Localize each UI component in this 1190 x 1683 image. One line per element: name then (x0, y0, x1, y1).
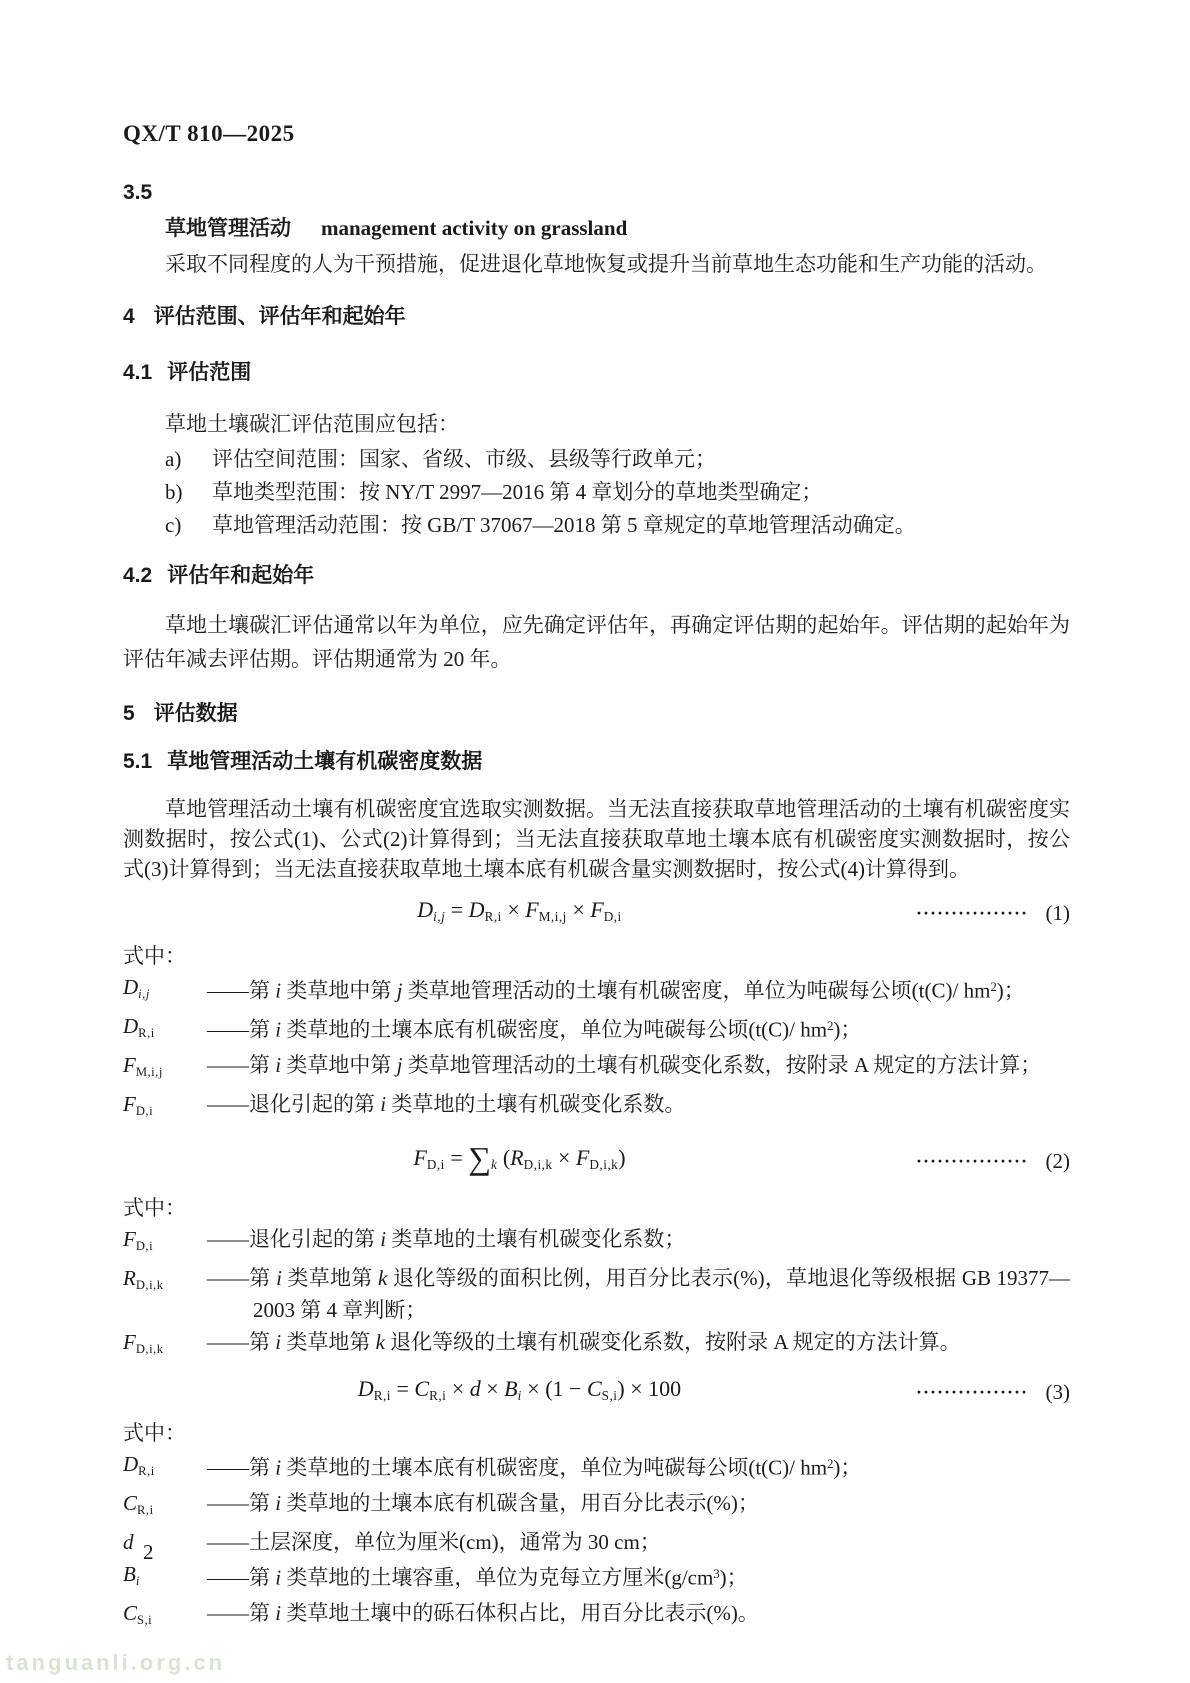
symbol-F-Dik: FD,i,k (123, 1329, 164, 1356)
scope-intro: 草地土壤碳汇评估范围应包括： (165, 412, 459, 436)
formula-2-expression: FD,i = ∑k (RD,i,k × FD,i,k) (413, 1141, 626, 1177)
symbol-C-Ri: CR,i (123, 1490, 154, 1517)
where-row (123, 971, 1070, 1010)
section-4-1-number: 4.1 (123, 361, 153, 384)
symbol-D-Ri-description: ——第 i 类草地的土壤本底有机碳密度，单位为吨碳每公顷(t(C)/ $hm^2$)； (207, 1455, 862, 1480)
symbol-R-Dik-description: ——第 i 类草地第 k 退化等级的面积比例，用百分比表示(%)，草地退化等级根据 GB 19377—2003 第 4 章判断； (207, 1265, 1071, 1322)
where-label-1: 式中： (123, 944, 186, 969)
section-4-2-body: 草地土壤碳汇评估通常以年为单位，应先确定评估年，再确定评估期的起始年。评估期的起始年为评估年减去评估期。评估期通常为 20 年。 (123, 613, 1070, 671)
scope-item-c-label: c) (165, 513, 182, 537)
section-4-2-number: 4.2 (123, 564, 153, 587)
formula-2 (123, 1135, 1070, 1188)
section-4-2-title: 评估年和起始年 (167, 564, 315, 587)
watermark: tanguanli.org.cn (6, 1650, 226, 1675)
section-4-number: 4 (123, 305, 135, 328)
where-row (123, 1010, 1070, 1049)
formula-1-expression: Di,j = DR,i × FM,i,j × FD,i (417, 897, 622, 925)
formula-2-number: (2) (1045, 1149, 1070, 1174)
symbol-C-Ri-description: ——第 i 类草地的土壤本底有机碳含量，用百分比表示(%)； (207, 1490, 759, 1515)
formula-3-number: (3) (1045, 1379, 1070, 1404)
symbol-D-Ri: DR,i (123, 1451, 155, 1478)
where-row (123, 1597, 1070, 1636)
scope-item-a (123, 443, 1070, 476)
scope-item-b-label: b) (165, 480, 183, 504)
formula-1 (123, 892, 1070, 935)
symbol-F-Dik-description: ——第 i 类草地第 k 退化等级的土壤有机碳变化系数，按附录 A 规定的方法计算。 (207, 1329, 961, 1354)
symbol-F-Mij: FM,i,j (123, 1053, 163, 1080)
where-row (123, 1088, 1070, 1127)
scope-item-b (123, 476, 1070, 509)
symbol-B-i: Bi (123, 1561, 140, 1588)
where-label-2: 式中： (123, 1195, 186, 1220)
symbol-R-Dik: RD,i,k (123, 1265, 164, 1292)
symbol-C-Si-description: ——第 i 类草地土壤中的砾石体积占比，用百分比表示(%)。 (207, 1600, 759, 1625)
symbol-d: d (123, 1529, 134, 1554)
symbol-D-Ri: DR,i (123, 1014, 155, 1041)
symbol-F-Di-description: ——退化引起的第 i 类草地的土壤有机碳变化系数； (207, 1226, 686, 1251)
term-english: management activity on grassland (321, 216, 628, 240)
term-line (123, 214, 1070, 243)
section-4-1-title: 评估范围 (167, 361, 252, 384)
symbol-D-Ri-description: ——第 i 类草地的土壤本底有机碳密度，单位为吨碳每公顷(t(C)/ $hm^2$)； (207, 1017, 862, 1042)
where-row (123, 1448, 1070, 1487)
section-4-1-heading (123, 359, 1070, 387)
where-label-3: 式中： (123, 1420, 186, 1445)
scope-item-c (123, 509, 1070, 542)
formula-3-expression: DR,i = CR,i × d × Bi × (1 − CS,i) × 100 (357, 1375, 682, 1403)
where-row (123, 1262, 1070, 1326)
formula-1-number: (1) (1045, 901, 1070, 926)
formula-1-dots: ················ (915, 903, 1028, 924)
section-5-heading (123, 700, 1070, 728)
doc-code: QX/T 810—2025 (123, 121, 295, 146)
section-5-title: 评估数据 (153, 702, 238, 725)
symbol-C-Si: CS,i (123, 1600, 153, 1627)
term-chinese: 草地管理活动 (165, 217, 291, 240)
scope-item-c-text: 草地管理活动范围：按 GB/T 37067—2018 第 5 章规定的草地管理活动确定。 (212, 513, 916, 537)
section-5-1-body: 草地管理活动土壤有机碳密度宜选取实测数据。当无法直接获取草地管理活动的土壤有机碳密度实测数据时，按公式(1)、公式(2)计算得到；当无法直接获取草地土壤本底有机碳密度实测数据时，按公式(3)计算得到；当无法直接获取草地土壤本底有机碳含量实测数据时，按公式(4)计算得到。 (123, 797, 1070, 881)
page-number: 2 (143, 1540, 154, 1564)
scope-item-a-text: 评估空间范围：国家、省级、市级、县级等行政单元； (212, 447, 716, 471)
section-4-title: 评估范围、评估年和起始年 (153, 305, 406, 328)
symbol-F-Mij-description: ——第 i 类草地中第 j 类草地管理活动的土壤有机碳变化系数，按附录 A 规定的方法计算； (207, 1053, 1042, 1078)
term-definition: 采取不同程度的人为干预措施，促进退化草地恢复或提升当前草地生态功能和生产功能的活动。 (165, 252, 1047, 276)
scope-list (123, 443, 1070, 542)
where-row (123, 1326, 1070, 1365)
symbol-F-Di: FD,i (123, 1092, 154, 1119)
symbol-D-ij: Di,j (123, 975, 150, 1002)
where-row (123, 1526, 1070, 1558)
section-4-heading (123, 303, 1070, 331)
section-5-1-number: 5.1 (123, 750, 153, 773)
formula-2-dots: ················ (915, 1151, 1028, 1172)
symbol-F-Di-description: ——退化引起的第 i 类草地的土壤有机碳变化系数。 (207, 1092, 686, 1117)
clause-3-5-number: 3.5 (123, 181, 153, 204)
symbol-D-ij-description: ——第 i 类草地中第 j 类草地管理活动的土壤有机碳密度，单位为吨碳每公顷(t(C)/ $hm^2$)； (207, 978, 1025, 1003)
scope-item-b-text: 草地类型范围：按 NY/T 2997—2016 第 4 章划分的草地类型确定； (212, 480, 823, 504)
symbol-F-Di: FD,i (123, 1226, 154, 1253)
section-5-number: 5 (123, 702, 135, 725)
formula-3-dots: ················ (915, 1381, 1028, 1402)
symbol-d-description: ——土层深度，单位为厘米(cm)，通常为 30 cm； (207, 1529, 661, 1554)
where-row (123, 1558, 1070, 1597)
section-5-1-title: 草地管理活动土壤有机碳密度数据 (167, 750, 483, 773)
where-row (123, 1049, 1070, 1088)
scope-item-a-label: a) (165, 447, 182, 471)
section-5-1-heading (123, 748, 1070, 776)
section-4-2-heading (123, 562, 1070, 590)
where-row (123, 1487, 1070, 1526)
symbol-B-i-description: ——第 i 类草地的土壤容重，单位为克每立方厘米$(g/cm^3)$； (207, 1565, 748, 1590)
where-row (123, 1223, 1070, 1262)
formula-3 (123, 1371, 1070, 1414)
